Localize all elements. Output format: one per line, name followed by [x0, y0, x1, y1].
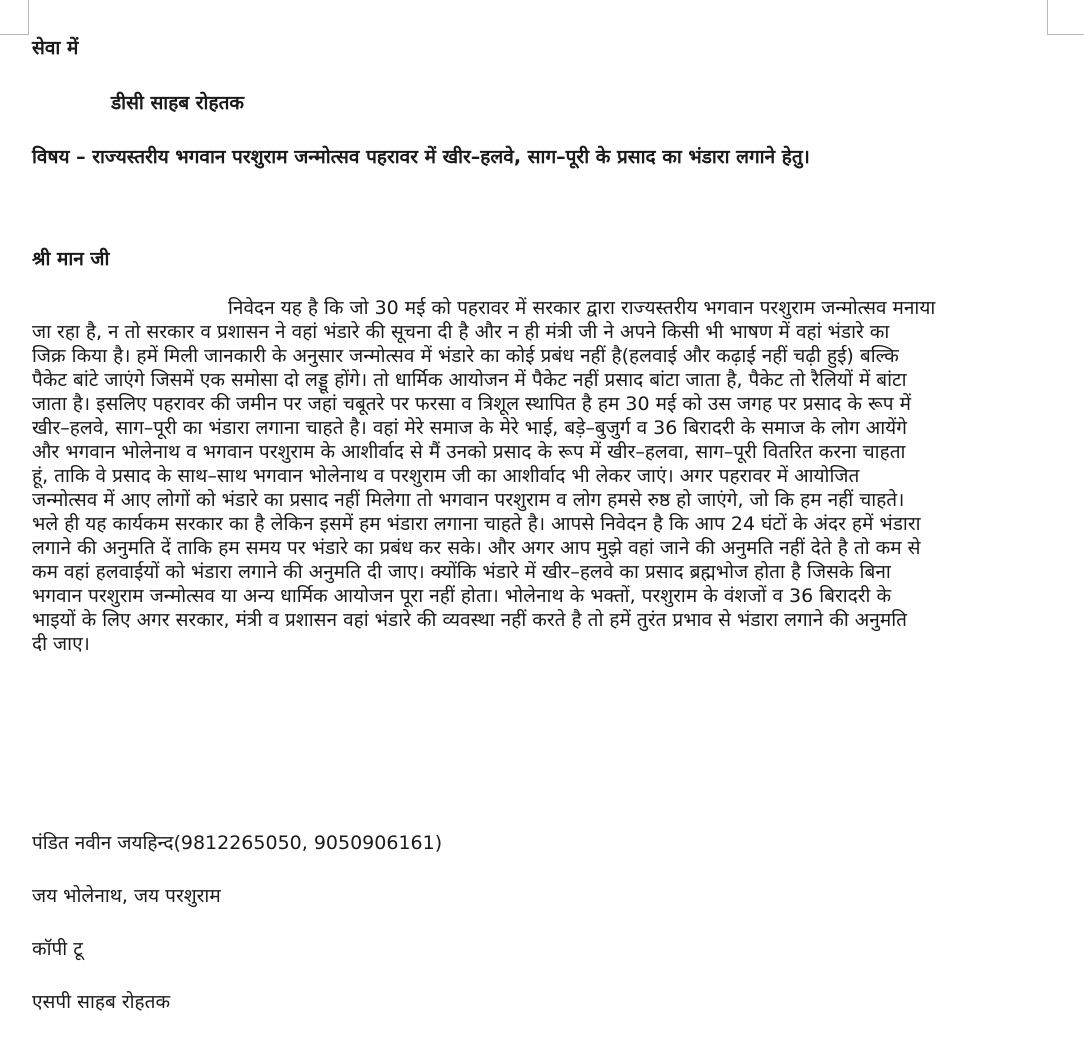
body-line: हूं, ताकि वे प्रसाद के साथ–साथ भगवान भोलेनाथ व परशुराम जी का आशीर्वाद भी लेकर जाएं। अगर पहरावर में आयोजित [32, 465, 860, 487]
body-line: जिक्र किया है। हमें मिली जानकारी के अनुसार जन्मोत्सव में भंडारे का कोई प्रबंध नहीं है(हलवाई और कढ़ाई नहीं चढ़ी हुई) बल्कि [32, 345, 899, 367]
greeting: श्री मान जी [32, 248, 110, 270]
margin-corner-mark-left-horizontal [0, 34, 29, 35]
subject-line: विषय – राज्यस्तरीय भगवान परशुराम जन्मोत्सव पहरावर में खीर–हलवे, साग–पूरी के प्रसाद का भंडारा लगाने हेतु। [32, 146, 810, 168]
body-line: निवेदन यह है कि जो 30 मई को पहरावर में सरकार द्वारा राज्यस्तरीय भगवान परशुराम जन्मोत्सव मनाया [228, 297, 936, 319]
copy-to-label: कॉपी टू [32, 938, 83, 960]
body-line: कम वहां हलवाईयों को भंडारा लगाने की अनुमति दी जाए। क्योंकि भंडारे में खीर–हलवे का प्रसाद ब्रह्मभोज होता है जिसके बिना [32, 561, 891, 583]
body-line: भले ही यह कार्यकम सरकार का है लेकिन इसमें हम भंडारा लगाना चाहते है। आपसे निवेदन है कि आप 24 घंटों के अंदर हमें भंडारा [32, 513, 921, 535]
body-line: भाइयों के लिए अगर सरकार, मंत्री व प्रशासन वहां भंडारे की व्यवस्था नहीं करते है तो हमें तुरंत प्रभाव से भंडारा लगाने की अनुमति [32, 609, 907, 631]
salutation-to: सेवा में [32, 37, 79, 59]
body-line: भगवान परशुराम जन्मोत्सव या अन्य धार्मिक आयोजन पूरा नहीं होता। भोलेनाथ के भक्तों, परशुराम के वंशजों व 36 बिरादरी के [32, 585, 892, 607]
closing-slogan: जय भोलेनाथ, जय परशुराम [32, 885, 221, 907]
margin-corner-mark-right-horizontal [1047, 34, 1084, 35]
body-line: पैकेट बांटे जाएंगे जिसमें एक समोसा दो लड्डू होंगे। तो धार्मिक आयोजन में पैकेट नहीं प्रसाद बांटा जाता है, पैकेट तो रैलियों में बांटा [32, 369, 907, 391]
body-line: खीर–हलवे, साग–पूरी का भंडारा लगाना चाहते है। वहां मेरे समाज के मेरे भाई, बड़े–बुजुर्ग व 36 बिरादरी के समाज के लोग आयेंगे [32, 417, 907, 439]
body-line: जा रहा है, न तो सरकार व प्रशासन ने वहां भंडारे की सूचना दी है और न ही मंत्री जी ने अपने किसी भी भाषण में वहां भंडारे का [32, 321, 890, 343]
signature-line: पंडित नवीन जयहिन्द(9812265050, 9050906161) [32, 832, 443, 854]
letter-body [32, 296, 1048, 656]
body-line: जाता है। इसलिए पहरावर की जमीन पर जहां चबूतरे पर फरसा व त्रिशूल स्थापित है हम 30 मई को उस जगह पर प्रसाद के रूप में [32, 393, 912, 415]
body-line: दी जाए। [32, 633, 90, 655]
copy-to-recipient: एसपी साहब रोहतक [32, 991, 171, 1013]
margin-corner-mark-left [28, 0, 29, 34]
body-line: और भगवान भोलेनाथ व भगवान परशुराम के आशीर्वाद से मैं उनको प्रसाद के रूप में खीर–हलवा, साग–पूरी वितरित करना चाहता [32, 441, 906, 463]
margin-corner-mark-right [1047, 0, 1048, 34]
recipient-line: डीसी साहब रोहतक [111, 92, 244, 114]
body-line: लगाने की अनुमति दें ताकि हम समय पर भंडारे का प्रबंध कर सके। और अगर आप मुझे वहां जाने की अनुमति नहीं देते है तो कम से [32, 537, 921, 559]
body-line: जन्मोत्सव में आए लोगों को भंडारे का प्रसाद नहीं मिलेगा तो भगवान परशुराम व लोग हमसे रुष्ठ हो जाएंगे, जो कि हम नहीं चाहते। [32, 489, 905, 511]
